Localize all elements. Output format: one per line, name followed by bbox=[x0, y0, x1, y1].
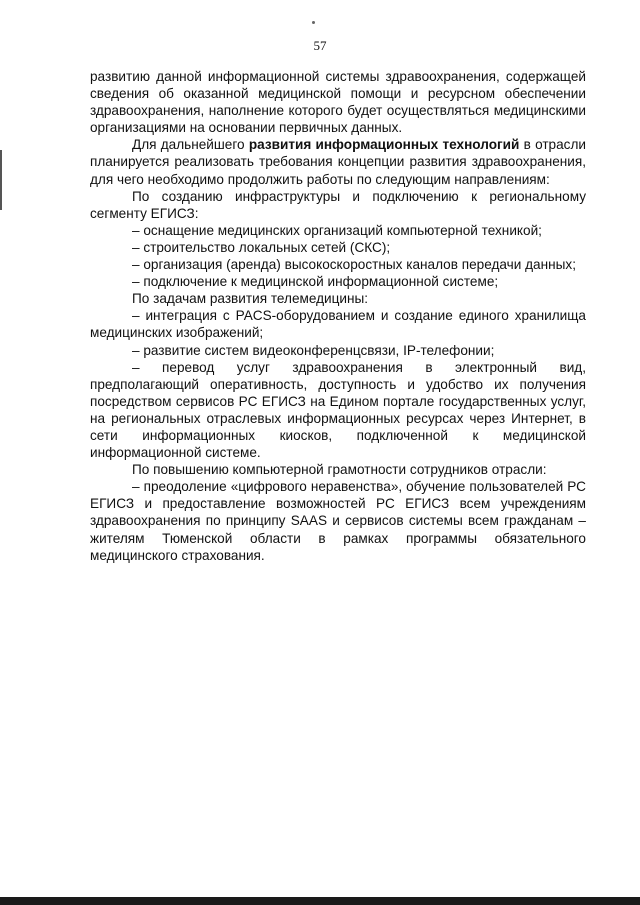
list-item-e-services: – перевод услуг здравоохранения в электронный вид, предполагающий оперативность, доступность и удобство их получения посредством сервисов РС ЕГИСЗ на Едином портале государственных услуг, на региональных отраслевых информационных ресурсах через Интернет, в сети информационных киосков, подключенной к медицинской информационной системе. bbox=[90, 359, 586, 461]
list-item-equipment: – оснащение медицинских организаций компьютерной техникой; bbox=[132, 222, 542, 238]
paragraph-it-development-end: в отрасли планируется реализовать требования концепции развития здравоохранения, для чего необходимо продолжить работы по следующим направлениям: bbox=[90, 137, 586, 187]
body-text bbox=[90, 68, 586, 564]
scan-edge-left bbox=[0, 150, 2, 210]
list-item-local-networks: – строительство локальных сетей (СКС); bbox=[132, 239, 391, 255]
list-item-pacs: – интеграция с PACS-оборудованием и создание единого хранилища медицинских изображений; bbox=[90, 308, 586, 341]
heading-telemedicine: По задачам развития телемедицины: bbox=[132, 291, 369, 307]
paragraph-it-development bbox=[90, 136, 586, 187]
paragraph-it-development-start: Для дальнейшего bbox=[132, 137, 249, 153]
list-item-channels: – организация (аренда) высокоскоростных каналов передачи данных; bbox=[132, 257, 576, 273]
page-number: 57 bbox=[313, 38, 327, 53]
paragraph-continuation: развитию данной информационной системы здравоохранения, содержащей сведения об оказанной медицинской помощи и ресурсном обеспечении здравоохранения, наполнение которого будет осуществляться медицинскими организациями на основании первичных данных. bbox=[90, 69, 586, 136]
list-item-digital-divide: – преодоление «цифрового неравенства», обучение пользователей РС ЕГИСЗ и предоставление возможностей РС ЕГИСЗ всем учреждениям здравоохранения по принципу SAAS и сервисов системы всем гражданам – жителям Тюменской области в рамках программы обязательного медицинского страхования. bbox=[90, 479, 586, 563]
heading-computer-literacy: По повышению компьютерной грамотности сотрудников отрасли: bbox=[132, 462, 547, 478]
scan-edge-bottom bbox=[0, 897, 640, 905]
list-item-videoconference: – развитие систем видеоконференцсвязи, IP-телефонии; bbox=[132, 342, 495, 358]
scan-speck bbox=[312, 21, 315, 24]
list-item-mis-connection: – подключение к медицинской информационной системе; bbox=[132, 274, 499, 290]
heading-infrastructure: По созданию инфраструктуры и подключению к региональному сегменту ЕГИСЗ: bbox=[90, 188, 586, 221]
paragraph-it-development-bold: развития информационных технологий bbox=[248, 137, 520, 153]
